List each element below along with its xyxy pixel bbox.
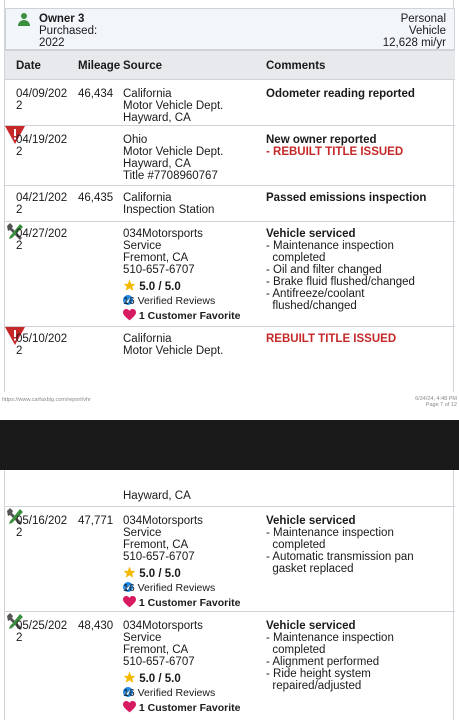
history-card	[4, 0, 454, 392]
table-row	[5, 222, 455, 327]
owner-type-line1: Personal	[400, 13, 446, 25]
history-card-continued	[4, 470, 454, 720]
table-row	[5, 186, 455, 222]
row-date: 04/21/202 2	[16, 192, 68, 216]
row-comment: Vehicle serviced - Maintenance inspection completed - Alignment performed - Ride height system repaired/adjusted	[266, 620, 394, 692]
print-footer	[0, 393, 459, 413]
shop-rating: 5.0 / 5.0	[123, 566, 240, 580]
verified-reviews[interactable]: 16 Verified Reviews	[123, 295, 216, 307]
star-icon	[123, 671, 136, 684]
report-page-2	[0, 470, 459, 720]
row-date: 04/19/202 2	[16, 134, 68, 158]
row-date: 05/10/202 2	[16, 333, 68, 357]
row-mileage: 47,771	[78, 515, 114, 527]
purchased-year: 2022	[39, 37, 65, 49]
header-source: Source	[123, 60, 162, 72]
row-source: Ohio Motor Vehicle Dept. Hayward, CA Title #7708960767	[123, 134, 224, 182]
star-icon	[123, 566, 136, 579]
purchased-label: Purchased:	[39, 25, 98, 37]
owner-header	[5, 8, 455, 50]
row-source: California Inspection Station	[123, 192, 215, 216]
footer-date-page: 6/24/24, 4:48 PM Page 7 of 12	[415, 396, 457, 408]
table-row-continued	[5, 470, 455, 507]
customer-favorite: 1 Customer Favorite	[123, 309, 240, 322]
owner-type-line2: Vehicle	[408, 25, 446, 37]
table-row	[5, 126, 455, 186]
footer-url: https://www.carfaxbig.com/report/vhr	[2, 397, 91, 403]
header-mileage: Mileage	[78, 60, 121, 72]
shop-rating: 5.0 / 5.0	[123, 279, 240, 293]
heart-icon	[123, 596, 136, 608]
page-gap	[0, 420, 459, 470]
header-comments: Comments	[266, 60, 326, 72]
verified-reviews[interactable]: 16 Verified Reviews	[123, 687, 216, 699]
table-row	[5, 612, 455, 720]
row-comment: Vehicle serviced - Maintenance inspection completed - Automatic transmission pan gasket replaced	[266, 515, 414, 575]
row-date: 05/16/202 2	[16, 515, 68, 539]
customer-favorite: 1 Customer Favorite	[123, 701, 240, 714]
owner-title: Owner 3	[39, 13, 85, 25]
table-row	[5, 80, 455, 126]
row-mileage: 46,435	[78, 192, 114, 204]
table-header	[5, 50, 455, 80]
row-comment: Odometer reading reported	[266, 88, 415, 100]
table-row	[5, 507, 455, 612]
row-mileage: 46,434	[78, 88, 114, 100]
row-source: California Motor Vehicle Dept. Hayward, CA	[123, 88, 224, 124]
row-date: 05/25/202 2	[16, 620, 68, 644]
row-comment: Vehicle serviced - Maintenance inspection completed - Oil and filter changed - Brake fluid flushed/changed - Antifreeze/coolant flushed/changed	[266, 228, 415, 312]
customer-favorite: 1 Customer Favorite	[123, 596, 240, 609]
owner-usage: 12,628 mi/yr	[382, 37, 446, 49]
heart-icon	[123, 701, 136, 713]
person-icon	[18, 13, 30, 27]
shop-rating: 5.0 / 5.0	[123, 671, 240, 685]
rebuilt-title-alert: REBUILT TITLE ISSUED	[266, 333, 397, 345]
rebuilt-title-alert: - REBUILT TITLE ISSUED	[266, 146, 404, 158]
row-source: California Motor Vehicle Dept.	[123, 333, 224, 357]
header-date: Date	[16, 60, 41, 72]
row-source: 034Motorsports Service Fremont, CA 510-657-6707 5.0 / 5.0 16 Verified Reviews 1 Customer Favorite	[123, 620, 241, 714]
table-row	[5, 327, 455, 392]
row-source: 034Motorsports Service Fremont, CA 510-657-6707 5.0 / 5.0 16 Verified Reviews 1 Customer Favorite	[123, 515, 241, 609]
verified-reviews[interactable]: 16 Verified Reviews	[123, 582, 216, 594]
star-icon	[123, 279, 136, 292]
row-date: 04/09/202 2	[16, 88, 68, 112]
row-source: Hayward, CA	[123, 490, 191, 502]
row-comment: Passed emissions inspection	[266, 192, 427, 204]
row-comment: New owner reported - REBUILT TITLE ISSUED	[266, 134, 404, 158]
row-mileage: 48,430	[78, 620, 114, 632]
heart-icon	[123, 309, 136, 321]
row-source: 034Motorsports Service Fremont, CA 510-657-6707 5.0 / 5.0 16 Verified Reviews 1 Customer Favorite	[123, 228, 241, 322]
row-date: 04/27/202 2	[16, 228, 68, 252]
